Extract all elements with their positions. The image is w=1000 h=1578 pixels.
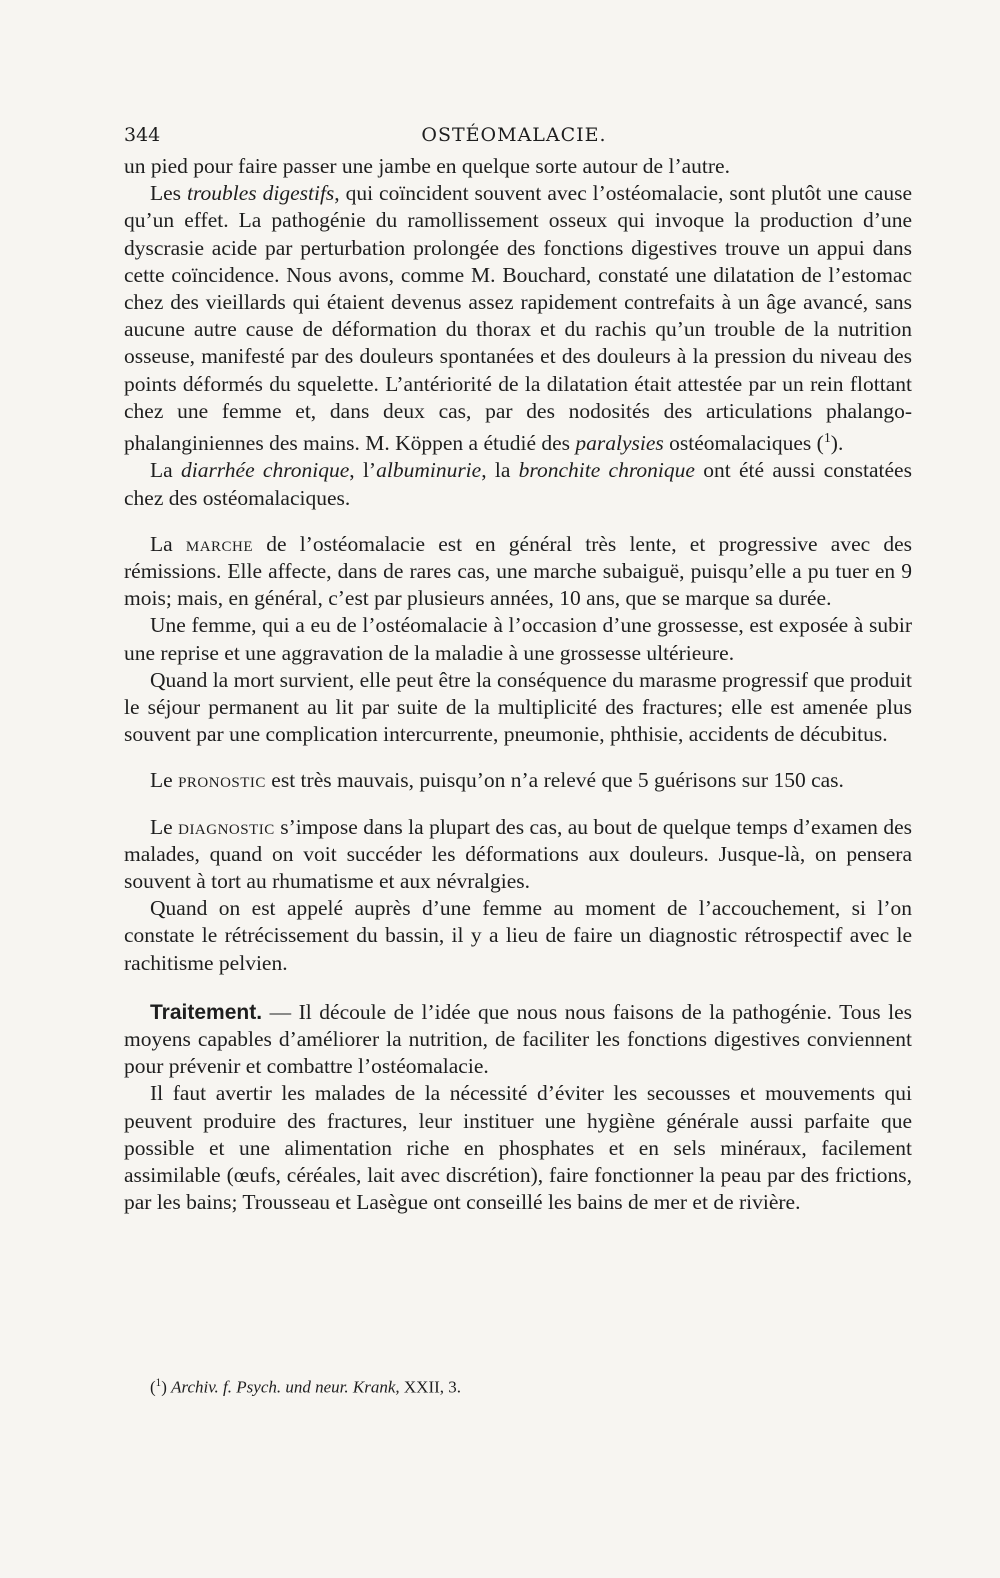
text-run: ). [830,431,844,456]
paragraph-grossesse [124,612,912,666]
text-run: , la [481,458,519,483]
paragraph-traitement [124,999,912,1081]
footnote [150,1377,910,1398]
text-run: ostéomalaciques ( [663,431,824,456]
text-run: La [150,531,186,556]
emphasis-term: troubles digestifs [187,181,335,206]
paragraph-hygiene [124,1080,912,1216]
paragraph-troubles-digestifs [124,180,912,457]
paragraph-diagnostic [124,814,912,896]
footnote-marker: 1 [823,431,831,447]
text-run: , qui coïncident souvent avec l’ostéomalacie, sont plutôt une cause qu’un effet. La pathogénie du ramollissement osseux qui invoque la production d’une dyscrasie acide par perturbation prolongée des fonctions digestives trouve un appui dans cette coïncidence. Nous avons, comme M. Bouchard, constaté une dilatation de l’estomac chez des vieillards qui étaient devenus assez rapidement contrefaits à un âge avancé, sans aucune autre cause de déformation du thorax et du rachis qu’un trouble de la nutrition osseuse, manifesté par des douleurs spontanées et des douleurs à la pression du niveau des points déformés du squelette. L’antériorité de la dilatation était attestée par un rein flottant chez une femme et, dans deux cas, par des nodosités des articulations phalango-phalanginiennes des mains. M. Köppen a étudié des [124,181,912,456]
page-number: 344 [124,124,161,146]
text-run: , l’ [349,458,377,483]
footnote-mark: ) [161,1377,172,1397]
text-run: ont été aussi constatées chez des ostéomalaciques. [124,458,912,510]
smallcaps-term: diagnostic [178,814,275,839]
running-title: OSTÉOMALACIE. [421,124,607,146]
footnote-number: 1 [155,1377,162,1389]
body-text [124,153,912,1216]
text-run: Les [150,181,187,206]
paragraph-text: Une femme, qui a eu de l’ostéomalacie à l’occasion d’une grossesse, est exposée à subir une reprise et une aggravation de la maladie à une grossesse ultérieure. [124,613,912,665]
footnote-volume: XXII, 3. [399,1377,462,1397]
paragraph-accouchement [124,895,912,977]
paragraph-text: Quand la mort survient, elle peut être la conséquence du marasme progressif que produit le séjour permanent au lit par suite de la multiplicité des fractures; elle est amenée plus souvent par une complication intercurrente, pneumonie, phthisie, accidents de décubitus. [124,667,912,747]
page-header [124,124,904,150]
text-run: s’impose dans la plupart des cas, au bout de quelque temps d’examen des malades, quand on voit succéder les déformations aux douleurs. Jusque-là, on pensera souvent à tort au rhumatisme et aux névralgies. [124,814,912,894]
smallcaps-term: pronostic [178,768,266,793]
smallcaps-term: marche [185,531,254,556]
emphasis-term: albuminurie [376,458,482,483]
text-run: de l’ostéomalacie est en général très lente, et progressive avec des rémissions. Elle affecte, dans de rares cas, une marche subaiguë, puisqu’elle a pu tuer en 9 mois; mais, en général, c’est par plusieurs années, 10 ans, que se marque sa durée. [124,531,912,611]
emphasis-term: paralysies [575,431,664,456]
text-run: La [150,458,181,483]
text-run: Le [150,814,179,839]
text-run: est très mauvais, puisqu’on n’a relevé que 5 guérisons sur 150 cas. [265,768,844,793]
section-heading: Traitement. [150,1000,263,1024]
emphasis-term: diarrhée chronique [180,458,350,483]
text-run: Le [150,768,179,793]
footnote-mark: ( [150,1377,156,1397]
paragraph-continuation [124,153,912,180]
paragraph-text: Il faut avertir les malades de la nécessité d’éviter les secousses et mouvements qui peuvent produire des fractures, leur instituer une hygiène générale aussi parfaite que possible et une alimentation riche en phosphates et en sels minéraux, facilement assimilable (œufs, céréales, lait avec discrétion), faire fonctionner la peau par des frictions, par les bains; Trousseau et Lasègue ont conseillé les bains de mer et de rivière. [124,1081,912,1215]
paragraph-pronostic [124,767,912,794]
emphasis-term: bronchite chronique [518,458,695,483]
paragraph-text: — Il découle de l’idée que nous nous faisons de la pathogénie. Tous les moyens capables d’améliorer la nutrition, de faciliter les fonctions digestives conviennent pour prévenir et combattre l’ostéomalacie. [124,999,912,1079]
paragraph-marche [124,531,912,613]
paragraph-text: Quand on est appelé auprès d’une femme au moment de l’accouchement, si l’on constate le rétrécissement du bassin, il y a lieu de faire un diagnostic rétrospectif avec le rachitisme pelvien. [124,896,912,975]
paragraph-diarrhee [124,457,912,511]
paragraph-mort [124,667,912,749]
paragraph-text: un pied pour faire passer une jambe en quelque sorte autour de l’autre. [124,154,730,178]
footnote-reference: Archiv. f. Psych. und neur. Krank, [171,1377,400,1397]
